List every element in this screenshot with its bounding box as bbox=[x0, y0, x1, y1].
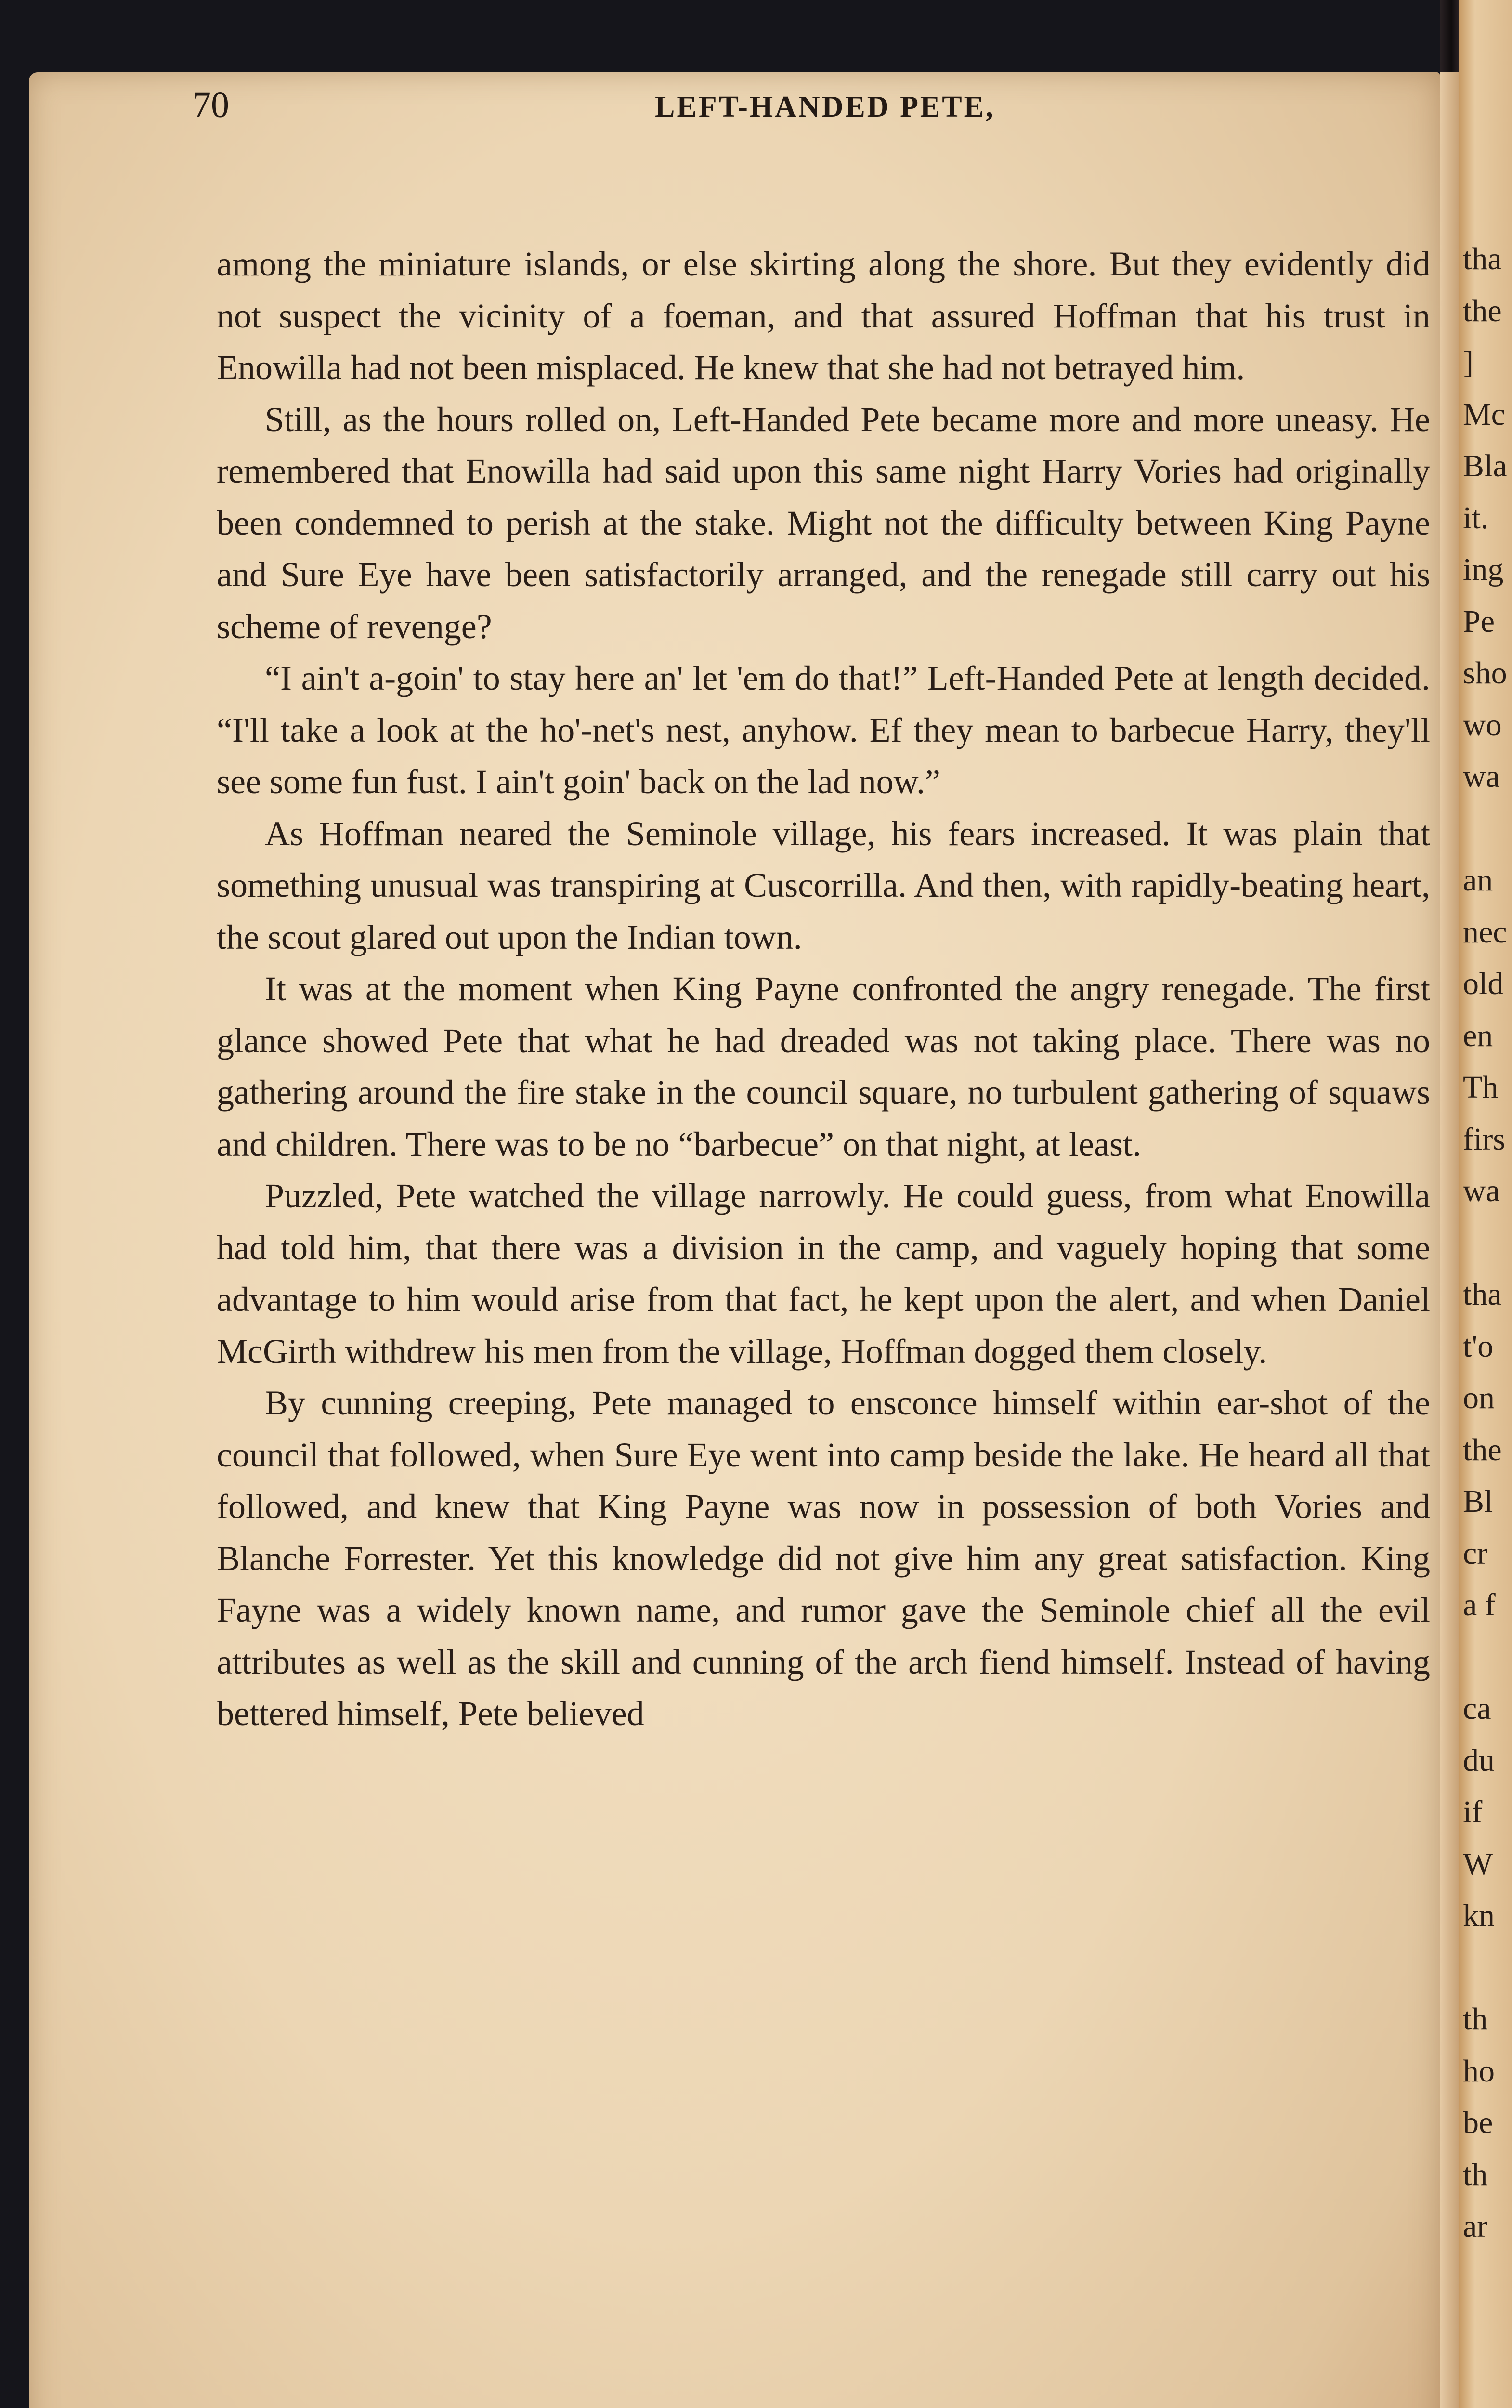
facing-page-fragment: du bbox=[1463, 1742, 1495, 1778]
facing-page-fragment: en bbox=[1463, 1018, 1493, 1053]
facing-page-fragment: tha bbox=[1463, 1277, 1502, 1312]
facing-page-fragment: ho bbox=[1463, 2053, 1495, 2089]
paragraph: It was at the moment when King Payne confronted the angry renegade. The first glance showed Pete that what he had dreaded was not taking place. There was no gathering around the fire stake in the council square, no turbulent gathering of squaws and children. There was to be no “barbecue” on that night, at least. bbox=[217, 969, 1430, 1164]
facing-page-fragment: Mc bbox=[1463, 396, 1505, 432]
facing-page-fragment: ] bbox=[1463, 345, 1473, 380]
facing-page-fragment: th bbox=[1463, 2157, 1488, 2192]
facing-page-fragment: on bbox=[1463, 1380, 1495, 1415]
facing-page-fragment: Th bbox=[1463, 1070, 1499, 1105]
facing-page-fragment: Bl bbox=[1463, 1484, 1493, 1519]
facing-page-fragment: sho bbox=[1463, 655, 1507, 691]
paragraph: among the miniature islands, or else skirting along the shore. But they evidently did not suspect the vicinity of a foeman, and that assured Hoffman that his trust in Enowilla had not been misplaced. He knew that she had not betrayed him. bbox=[217, 245, 1430, 387]
facing-page-fragment: ar bbox=[1463, 2209, 1488, 2244]
facing-page-fragment: ing bbox=[1463, 552, 1504, 587]
facing-page-fragment: the bbox=[1463, 293, 1502, 328]
paragraph: Still, as the hours rolled on, Left-Handed Pete became more and more uneasy. He remembered that Enowilla had said upon this same night Harry Vories had originally been condemned to perish at the stake. Might not the difficulty between King Payne and Sure Eye have been satisfactorily arranged, and the renegade still carry out his scheme of revenge? bbox=[217, 400, 1430, 646]
facing-page-fragment: it. bbox=[1463, 500, 1489, 536]
body-text bbox=[217, 238, 1430, 1740]
facing-page-fragment: Pe bbox=[1463, 603, 1495, 639]
facing-page-strip bbox=[1459, 0, 1512, 2408]
facing-page-fragment: wa bbox=[1463, 759, 1500, 794]
facing-page-fragment: ca bbox=[1463, 1691, 1491, 1726]
paragraph: Puzzled, Pete watched the village narrowly. He could guess, from what Enowilla had told him, that there was a division in the camp, and vaguely hoping that some advantage to him would arise from that fact, he kept upon the alert, and when Daniel McGirth withdrew his men from the village, Hoffman dogged them closely. bbox=[217, 1177, 1430, 1371]
facing-page-fragment: an bbox=[1463, 863, 1493, 898]
facing-page-fragment: the bbox=[1463, 1432, 1502, 1467]
facing-page-fragment: t'o bbox=[1463, 1328, 1494, 1364]
facing-page-fragment: kn bbox=[1463, 1898, 1495, 1933]
paragraph: As Hoffman neared the Seminole village, his fears increased. It was plain that something unusual was transpiring at Cuscorrilla. And then, with rapidly-beating heart, the scout glared out upon the Indian town. bbox=[217, 814, 1430, 956]
running-head bbox=[193, 84, 1396, 142]
facing-page-fragment: W bbox=[1463, 1846, 1493, 1882]
facing-page-fragment: wo bbox=[1463, 707, 1502, 743]
running-title: LEFT-HANDED PETE, bbox=[655, 91, 995, 123]
facing-page-fragment: th bbox=[1463, 2002, 1488, 2037]
facing-page-fragment: if bbox=[1463, 1794, 1483, 1830]
paragraph: By cunning creeping, Pete managed to ensconce himself within ear-shot of the council that followed, when Sure Eye went into camp beside the lake. He heard all that followed, and knew that King Payne was now in possession of both Vories and Blanche Forrester. Yet this knowledge did not give him any great satisfaction. King Fayne was a widely known name, and rumor gave the Seminole chief all the evil attributes as well as the skill and cunning of the arch fiend himself. Instead of having bettered himself, Pete believed bbox=[217, 1384, 1430, 1733]
facing-page-fragment: firs bbox=[1463, 1121, 1505, 1157]
facing-page-fragment: Bla bbox=[1463, 448, 1507, 484]
facing-page-fragment: be bbox=[1463, 2105, 1493, 2140]
facing-page-fragment: wa bbox=[1463, 1173, 1500, 1208]
facing-page-fragment: tha bbox=[1463, 241, 1502, 276]
facing-page-fragment: cr bbox=[1463, 1535, 1488, 1571]
facing-page-fragment: nec bbox=[1463, 914, 1507, 950]
paragraph: “I ain't a-goin' to stay here an' let 'em do that!” Left-Handed Pete at length decided. “I'll take a look at the ho'-net's nest, anyhow. Ef they mean to barbecue Harry, they'll see some fun fust. I ain't goin' back on the lad now.” bbox=[217, 659, 1430, 801]
facing-page-fragment: a f bbox=[1463, 1587, 1496, 1623]
page-number: 70 bbox=[193, 85, 229, 125]
facing-page-fragment: old bbox=[1463, 966, 1504, 1001]
